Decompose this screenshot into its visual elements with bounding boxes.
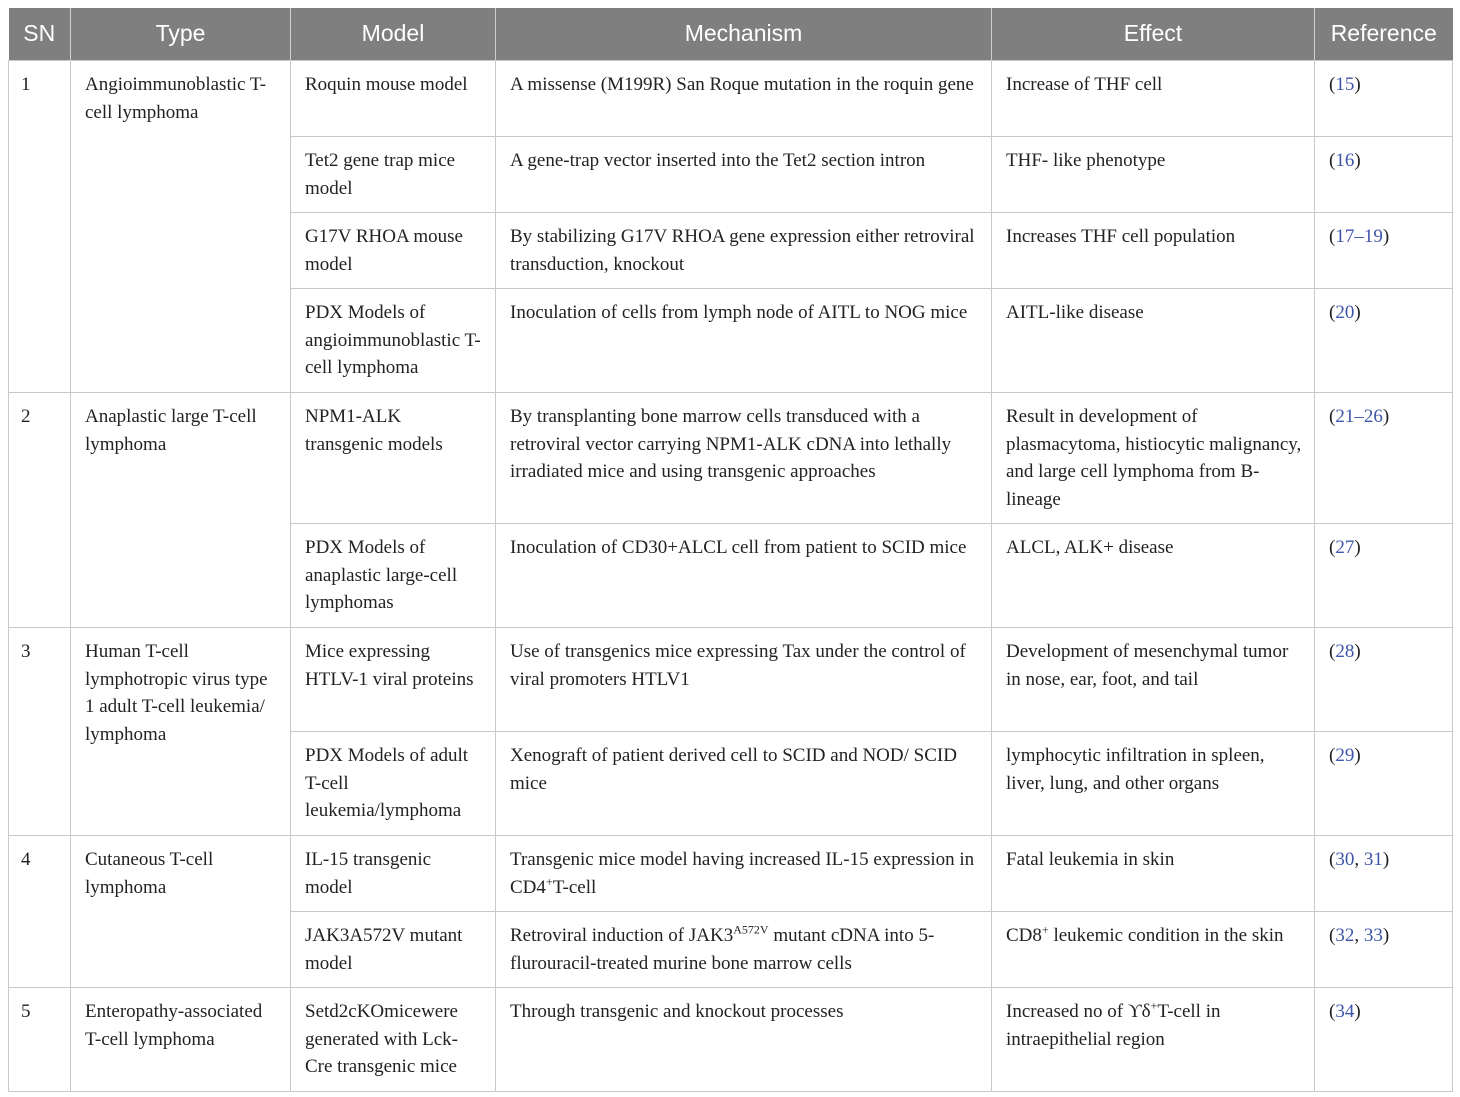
table-row	[9, 393, 1453, 524]
sn-cell: 5	[9, 988, 71, 1092]
ref-open: (	[1329, 537, 1336, 558]
header-effect: Effect	[992, 8, 1315, 61]
reference-link[interactable]: 20	[1335, 302, 1355, 323]
effect-cell: AITL-like disease	[992, 289, 1315, 393]
reference-link[interactable]: 29	[1335, 745, 1355, 766]
mechanism-cell: Use of transgenics mice expressing Tax under the control of viral promoters HTLV1	[496, 628, 992, 732]
header-model: Model	[291, 8, 496, 61]
ref-close: )	[1354, 641, 1361, 662]
reference-link[interactable]: 27	[1335, 537, 1355, 558]
sn-cell: 3	[9, 628, 71, 836]
table-body	[9, 61, 1453, 1092]
ref-open: (	[1329, 302, 1336, 323]
effect-cell: THF- like phenotype	[992, 137, 1315, 213]
effect-text: Increased no of ϒδ	[1006, 1001, 1151, 1022]
header-row	[9, 8, 1453, 61]
mechanism-text: Transgenic mice model having increased IL-15 expression in CD4	[510, 849, 975, 898]
reference-link[interactable]: 16	[1335, 150, 1355, 171]
model-cell: IL-15 transgenic model	[291, 836, 496, 912]
mechanism-cell: Inoculation of cells from lymph node of AITL to NOG mice	[496, 289, 992, 393]
effect-text: CD8	[1006, 925, 1042, 946]
model-cell: PDX Models of adult T-cell leukemia/lymphoma	[291, 732, 496, 836]
table-header	[9, 8, 1453, 61]
effect-cell: ALCL, ALK+ disease	[992, 524, 1315, 628]
mechanism-cell: A missense (M199R) San Roque mutation in the roquin gene	[496, 61, 992, 137]
table-row	[9, 988, 1453, 1092]
ref-close: )	[1354, 745, 1361, 766]
type-cell: Anaplastic large T-cell lymphoma	[71, 393, 291, 628]
header-sn: SN	[9, 8, 71, 61]
type-cell: Angioimmunoblastic T-cell lymphoma	[71, 61, 291, 393]
reference-cell	[1315, 61, 1453, 137]
ref-open: (	[1329, 745, 1336, 766]
ref-close: )	[1354, 1001, 1361, 1022]
effect-text: Fatal leukemia in skin	[1006, 849, 1175, 870]
effect-cell	[992, 836, 1315, 912]
reference-cell	[1315, 137, 1453, 213]
table-row	[9, 628, 1453, 732]
ref-separator: ,	[1354, 849, 1364, 870]
header-type: Type	[71, 8, 291, 61]
effect-cell: Result in development of plasmacytoma, histiocytic malignancy, and large cell lymphoma from B-lineage	[992, 393, 1315, 524]
mechanism-text: T-cell	[552, 876, 597, 898]
reference-cell	[1315, 213, 1453, 289]
sn-cell: 4	[9, 836, 71, 988]
reference-link[interactable]: 21–26	[1335, 406, 1383, 427]
ref-close: )	[1382, 849, 1390, 870]
ref-close: )	[1382, 406, 1390, 427]
model-cell: JAK3A572V mutant model	[291, 912, 496, 988]
type-cell: Human T-cell lymphotropic virus type 1 adult T-cell leukemia/ lymphoma	[71, 628, 291, 836]
reference-link[interactable]: 30	[1335, 849, 1355, 870]
model-cell: PDX Models of angioimmunoblastic T-cell lymphoma	[291, 289, 496, 393]
model-cell: Setd2cKOmicewere generated with Lck-Cre transgenic mice	[291, 988, 496, 1092]
ref-open: (	[1329, 74, 1336, 95]
table-row	[9, 836, 1453, 912]
reference-cell	[1315, 393, 1453, 524]
model-cell: NPM1-ALK transgenic models	[291, 393, 496, 524]
reference-cell	[1315, 628, 1453, 732]
models-table	[8, 8, 1453, 1092]
superscript: +	[1041, 922, 1049, 937]
model-cell: G17V RHOA mouse model	[291, 213, 496, 289]
ref-open: (	[1329, 925, 1336, 946]
effect-text: T-cell in intraepithelial region	[1006, 1001, 1221, 1050]
header-mechanism: Mechanism	[496, 8, 992, 61]
effect-text: leukemic condition in the skin	[1048, 925, 1284, 946]
reference-cell	[1315, 732, 1453, 836]
ref-separator: ,	[1354, 925, 1364, 946]
effect-cell	[992, 912, 1315, 988]
reference-link[interactable]: 34	[1335, 1001, 1355, 1022]
ref-open: (	[1329, 406, 1336, 427]
reference-cell	[1315, 912, 1453, 988]
table-row	[9, 61, 1453, 137]
ref-close: )	[1354, 302, 1361, 323]
ref-open: (	[1329, 226, 1336, 247]
model-cell: PDX Models of anaplastic large-cell lymphomas	[291, 524, 496, 628]
superscript: +	[1150, 998, 1158, 1013]
sn-cell: 2	[9, 393, 71, 628]
mechanism-text: mutant cDNA into 5-flurouracil-treated murine bone marrow cells	[510, 925, 935, 974]
ref-open: (	[1329, 641, 1336, 662]
ref-close: )	[1354, 150, 1361, 171]
mechanism-cell: Inoculation of CD30+ALCL cell from patient to SCID mice	[496, 524, 992, 628]
reference-link[interactable]: 17–19	[1335, 226, 1383, 247]
ref-close: )	[1354, 74, 1361, 95]
superscript: +	[545, 874, 553, 889]
mechanism-cell: A gene-trap vector inserted into the Tet2 section intron	[496, 137, 992, 213]
reference-cell	[1315, 524, 1453, 628]
mechanism-cell	[496, 836, 992, 912]
mechanism-text: Retroviral induction of JAK3	[510, 925, 734, 946]
mechanism-cell: By stabilizing G17V RHOA gene expression either retroviral transduction, knockout	[496, 213, 992, 289]
reference-link[interactable]: 15	[1335, 74, 1355, 95]
mechanism-cell	[496, 912, 992, 988]
mechanism-cell: Xenograft of patient derived cell to SCID and NOD/ SCID mice	[496, 732, 992, 836]
ref-open: (	[1329, 1001, 1336, 1022]
effect-cell: lymphocytic infiltration in spleen, liver, lung, and other organs	[992, 732, 1315, 836]
mechanism-cell: Through transgenic and knockout processes	[496, 988, 992, 1092]
reference-cell	[1315, 836, 1453, 912]
ref-open: (	[1329, 849, 1336, 870]
sn-cell: 1	[9, 61, 71, 393]
ref-open: (	[1329, 150, 1336, 171]
superscript: A572V	[733, 922, 769, 937]
effect-cell	[992, 988, 1315, 1092]
reference-link[interactable]: 33	[1363, 925, 1383, 946]
effect-cell: Increase of THF cell	[992, 61, 1315, 137]
ref-close: )	[1382, 925, 1390, 946]
header-reference: Reference	[1315, 8, 1453, 61]
model-cell: Mice expressing HTLV-1 viral proteins	[291, 628, 496, 732]
ref-close: )	[1354, 537, 1361, 558]
effect-cell: Development of mesenchymal tumor in nose, ear, foot, and tail	[992, 628, 1315, 732]
model-cell: Roquin mouse model	[291, 61, 496, 137]
ref-close: )	[1382, 226, 1390, 247]
reference-cell	[1315, 988, 1453, 1092]
model-cell: Tet2 gene trap mice model	[291, 137, 496, 213]
reference-link[interactable]: 31	[1363, 849, 1383, 870]
effect-cell: Increases THF cell population	[992, 213, 1315, 289]
reference-cell	[1315, 289, 1453, 393]
reference-link[interactable]: 32	[1335, 925, 1355, 946]
type-cell: Cutaneous T-cell lymphoma	[71, 836, 291, 988]
type-cell: Enteropathy-associated T-cell lymphoma	[71, 988, 291, 1092]
mechanism-cell: By transplanting bone marrow cells transduced with a retroviral vector carrying NPM1-ALK cDNA into lethally irradiated mice and using transgenic approaches	[496, 393, 992, 524]
reference-link[interactable]: 28	[1335, 641, 1355, 662]
